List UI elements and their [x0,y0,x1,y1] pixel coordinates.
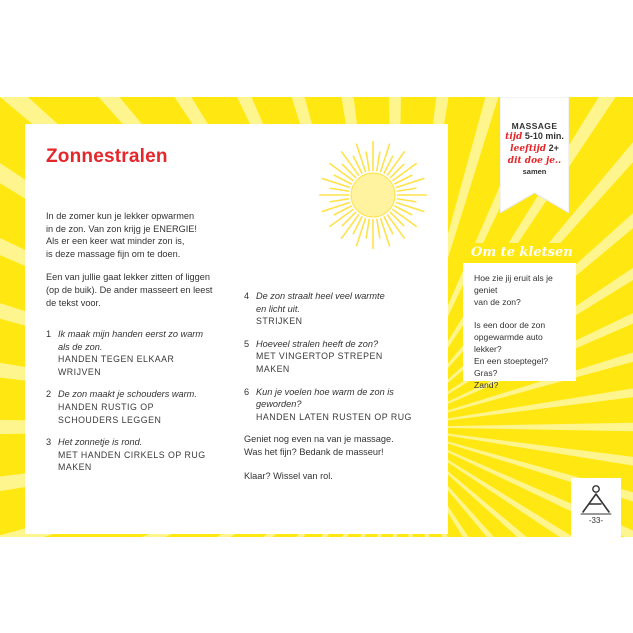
time-label: tijd [505,132,523,142]
page-number-box [571,478,621,537]
main-card [25,124,448,534]
sun-icon [317,139,429,251]
step-instruction: Ik maak mijn handen eerst zo warm als de zon. [58,329,204,352]
sun-disc [351,173,395,217]
sun-ray [396,202,425,211]
page-spread [0,97,633,537]
step-action: HANDEN LATEN RUSTEN OP RUG [256,411,412,422]
sun-ray [397,199,417,202]
sun-ray [356,144,365,173]
sun-ray [377,219,380,239]
step-number: 6 [244,386,250,397]
steps-column-left [46,328,246,484]
step-item [46,328,246,378]
step-action: HANDEN RUSTIG OP SCHOUDERS LEGGEN [58,401,162,425]
step-instruction: Het zonnetje is rond. [58,437,143,448]
intro-paragraph: Een van jullie gaat lekker zitten of liggen (op de buik). De ander masseert en leest de tekst voor. [46,272,213,308]
sun-ray [330,188,350,191]
step-item [244,338,434,376]
yoga-pose-icon [577,483,615,517]
step-item [46,436,246,474]
step-action: HANDEN TEGEN ELKAAR WRIJVEN [58,354,175,377]
age-value: 2+ [548,143,559,153]
sun-ray [377,152,380,172]
intro-text [46,210,246,320]
sun-ray [366,152,369,172]
step-number: 5 [244,338,250,349]
age-label: leeftijd [510,144,547,154]
sun-ray [366,219,369,239]
steps-column-right [244,290,434,493]
step-item [244,386,434,424]
bookmark-with [500,155,569,167]
step-instruction: Hoeveel stralen heeft de zon? [256,338,379,349]
talk-questions [474,272,572,402]
step-number: 4 [244,291,250,301]
step-action: STRIJKEN [256,316,303,327]
sun-ray [396,178,425,187]
with-label: dit doe je.. [507,156,562,166]
step-instruction: Kun je voelen hoe warm de zon is geworden? [256,386,394,410]
talk-box [463,243,576,390]
step-number: 3 [46,437,52,448]
sun-ray [330,199,350,202]
sun-ray [322,178,351,187]
step-instruction: De zon straalt heel veel warmte en licht uit. [256,291,385,314]
step-action: MET VINGERTOP STREPEN MAKEN [256,351,383,374]
sun-ray [390,164,404,178]
sun-ray [380,144,389,173]
page-title: Zonnestralen [46,146,168,167]
info-bookmark [500,97,569,213]
talk-heading: Om te kletsen [463,243,576,263]
step-number: 1 [46,329,52,339]
talk-question: Is een door de zon opgewarmde auto lekker? En een stoeptegel? Gras? Zand? [474,320,549,390]
talk-question: Hoe zie jij eruit als je geniet van de zon? [474,273,553,307]
sun-ray [390,212,404,226]
with-value: samen [522,167,547,176]
step-action: MET HANDEN CIRKELS OP RUG MAKEN [58,449,206,473]
outro-text [244,433,434,482]
sun-ray [397,188,417,191]
outro-paragraph: Klaar? Wissel van rol. [244,470,333,481]
intro-paragraph: In de zomer kun je lekker opwarmen in de zon. Van zon krijg je ENERGIE! Als er een keer wat minder zon is, is deze massage fijn om te doen. [46,211,197,259]
bookmark-age [500,143,569,155]
sun-ray [380,218,389,247]
step-item [244,290,434,328]
step-number: 2 [46,389,52,400]
time-value: 5-10 min. [524,131,564,141]
bookmark-time [500,131,569,143]
sun-ray [322,202,351,211]
outro-paragraph: Geniet nog even na van je massage. Was het fijn? Bedank de masseur! [244,434,394,457]
page-number: -33- [588,516,604,525]
bookmark-heading: MASSAGE [511,121,558,131]
sun-ray [356,218,365,247]
step-item [46,388,246,426]
sun-ray [342,212,356,226]
step-instruction: De zon maakt je schouders warm. [58,389,197,400]
sun-ray [342,164,356,178]
